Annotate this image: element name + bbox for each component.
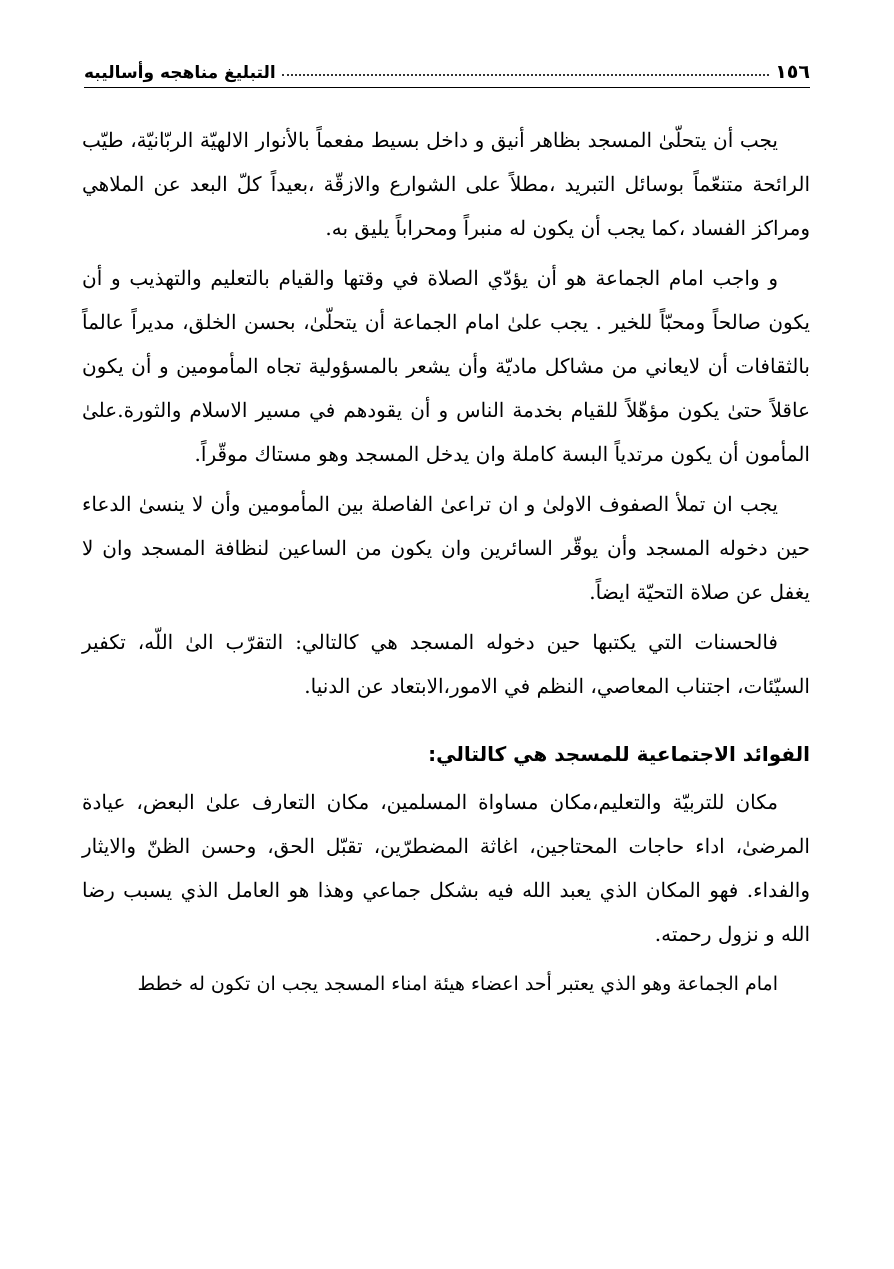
page-header — [84, 48, 810, 88]
page-body — [82, 118, 810, 1006]
paragraph-mosque-appearance: يجب أن يتحلّىٰ المسجد بظاهر أنيق و داخل بسيط مفعماً بالأنوار الالهيّة الربّانيّة، طيّب الرائحة متنعّماً بوسائل التبريد ،مطلاً على الشوارع والازقّة ،بعيداً كلّ البعد عن الملاهي ومراكز الفساد ،كما يجب أن يكون له منبراً ومحراباً يليق به. — [82, 128, 810, 240]
paragraph-imam-plans: امام الجماعة وهو الذي يعتبر أحد اعضاء هيئة امناء المسجد يجب ان تكون له خطط — [137, 973, 778, 995]
header-dot-leader — [282, 74, 770, 76]
paragraph-imam-duties: و واجب امام الجماعة هو أن يؤدّي الصلاة في وقتها والقيام بالتعليم والتهذيب و أن يكون صالحاً ومحبّاً للخير . يجب علىٰ امام الجماعة أن يتحلّىٰ، بحسن الخلق، مديراً عالماً بالثقافات أن لايعاني من مشاكل ماديّة وأن يشعر بالمسؤولية تجاه المأمومين و أن يكون عاقلاً حتىٰ يكون مؤهّلاً للقيام بخدمة الناس و أن يقودهم في مسير الاسلام والثورة.علىٰ المأمون أن يكون مرتدياً البسة كاملة وان يدخل المسجد وهو مستاك موقّراً. — [82, 266, 810, 466]
paragraph-good-deeds: فالحسنات التي يكتبها حين دخوله المسجد هي كالتالي: التقرّب الىٰ اللّه، تكفير السيّئات، اجتناب المعاصي، النظم في الامور،الابتعاد عن الدنيا. — [82, 630, 810, 698]
section-heading: الفوائد الاجتماعية للمسجد هي كالتالي: — [428, 742, 810, 766]
paragraph-social-benefits: مكان للتربيّة والتعليم،مكان مساواة المسلمين، مكان التعارف علىٰ البعض، عيادة المرضىٰ، اداء حاجات المحتاجين، اغاثة المضطرّين، تقبّل الحق، وحسن الظنّ والايثار والفداء. فهو المكان الذي يعبد الله فيه بشكل جماعي وهذا هو العامل الذي يسبب رضا الله و نزول رحمته. — [82, 790, 810, 946]
running-title: التبليغ مناهجه وأساليبه — [84, 63, 276, 83]
page-number: ١٥٦ — [775, 61, 810, 83]
paragraph-rows-etiquette: يجب ان تملأ الصفوف الاولىٰ و ان تراعىٰ الفاصلة بين المأمومين وأن لا ينسىٰ الدعاء حين دخوله المسجد وأن يوقّر السائرين وان يكون من الساعين لنظافة المسجد وان لا يغفل عن صلاة التحيّة ايضاً. — [82, 492, 810, 604]
